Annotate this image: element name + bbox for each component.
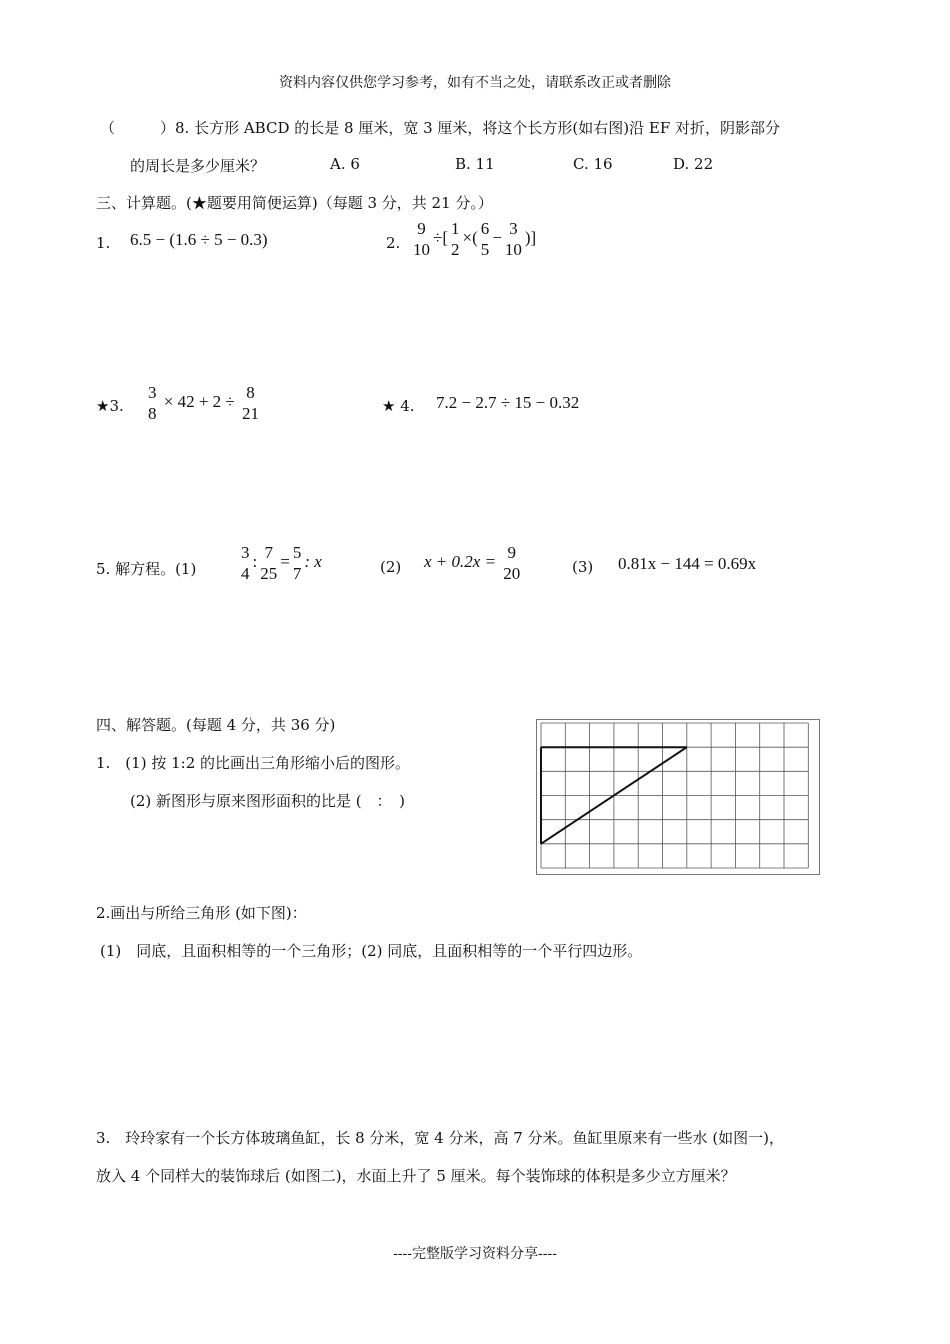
grid-drawing: [537, 720, 819, 874]
option-a: A. 6: [330, 155, 360, 173]
page-footer: ----完整版学习资料分享----: [393, 1246, 557, 1262]
section-4-title: 四、解答题。(每题 4 分，共 36 分): [96, 716, 336, 734]
fraction-denominator: 10: [504, 240, 522, 259]
fraction-numerator: 9: [507, 543, 517, 562]
problem-4-expression: 7.2 − 2.7 ÷ 15 − 0.32: [436, 393, 580, 412]
fraction-numerator: 3: [509, 219, 518, 238]
question-2-line2: (1) 同底，且面积相等的一个三角形；(2) 同底，且面积相等的一个平行四边形。: [100, 942, 643, 960]
section-3-title: 三、计算题。(★题要用简便运算)（每题 3 分，共 21 分。）: [96, 194, 493, 212]
page-header: 资料内容仅供您学习参考，如有不当之处，请联系改正或者删除: [279, 75, 671, 91]
question-3-line2: 放入 4 个同样大的装饰球后 (如图二)，水面上升了 5 厘米。每个装饰球的体积是多少立方厘米？: [96, 1167, 736, 1185]
question-8-line2: 的周长是多少厘米？: [130, 157, 266, 175]
fraction-numerator: 5: [292, 543, 302, 562]
fraction-numerator: 6: [480, 219, 490, 238]
question-2-line1: 2.画出与所给三角形 (如下图)：: [96, 904, 307, 922]
fraction-numerator: 1: [451, 219, 460, 238]
fraction-denominator: 21: [242, 404, 260, 423]
fraction-denominator: 20: [503, 564, 521, 583]
fraction-numerator: 3: [241, 543, 250, 562]
operator: =: [280, 551, 290, 571]
operator: ÷[: [433, 227, 448, 247]
problem-4-label: ★ 4.: [382, 397, 415, 415]
equation-2: [424, 542, 523, 584]
question-3-line1: 3. 玲玲家有一个长方体玻璃鱼缸，长 8 分米，宽 4 分米，高 7 分米。鱼缸里原来有一些水 (如图一)，: [96, 1129, 785, 1147]
option-c: C. 16: [573, 155, 613, 173]
problem-5-label: 5. 解方程。(1): [96, 560, 197, 578]
equation-1: [238, 542, 322, 584]
operator: )]: [524, 227, 537, 247]
equation-lhs: x + 0.2x =: [424, 551, 497, 571]
fraction-numerator: 8: [246, 383, 255, 402]
operator: −: [492, 227, 502, 247]
operator: ×(: [462, 227, 478, 247]
fraction-denominator: 4: [241, 564, 250, 583]
operator: :: [252, 551, 258, 571]
question-1-part-1: 1. (1) 按 1:2 的比画出三角形缩小后的图形。: [96, 754, 411, 772]
operator: : x: [304, 551, 322, 571]
equation-3-label: (3): [572, 558, 594, 576]
fraction-denominator: 2: [451, 240, 460, 259]
problem-3-expression: [145, 382, 262, 424]
fraction-denominator: 5: [480, 240, 490, 259]
fraction-denominator: 25: [260, 564, 278, 583]
problem-2-expression: [410, 218, 536, 260]
option-b: B. 11: [455, 155, 495, 173]
fraction-denominator: 8: [148, 404, 157, 423]
fraction-numerator: 7: [264, 543, 273, 562]
problem-1-expression: 6.5 − (1.6 ÷ 5 − 0.3): [130, 230, 268, 249]
fraction-denominator: 7: [292, 564, 302, 583]
problem-1-label: 1.: [96, 234, 111, 252]
fraction-denominator: 10: [413, 240, 430, 259]
operator: × 42 + 2 ÷: [163, 391, 235, 411]
problem-2-label: 2.: [386, 234, 401, 252]
problem-3-label: ★3.: [96, 397, 124, 415]
fraction-numerator: 3: [148, 383, 157, 402]
fraction-numerator: 9: [417, 219, 426, 238]
equation-3: 0.81x − 144 = 0.69x: [618, 554, 757, 573]
equation-2-label: (2): [380, 558, 402, 576]
grid-figure: [536, 719, 820, 875]
question-8-line1: （ ）8. 长方形 ABCD 的长是 8 厘米，宽 3 厘米，将这个长方形(如右图)沿 EF 对折，阴影部分: [100, 119, 781, 137]
option-d: D. 22: [673, 155, 714, 173]
question-1-part-2: (2) 新图形与原来图形面积的比是 ( ： ): [130, 792, 405, 810]
